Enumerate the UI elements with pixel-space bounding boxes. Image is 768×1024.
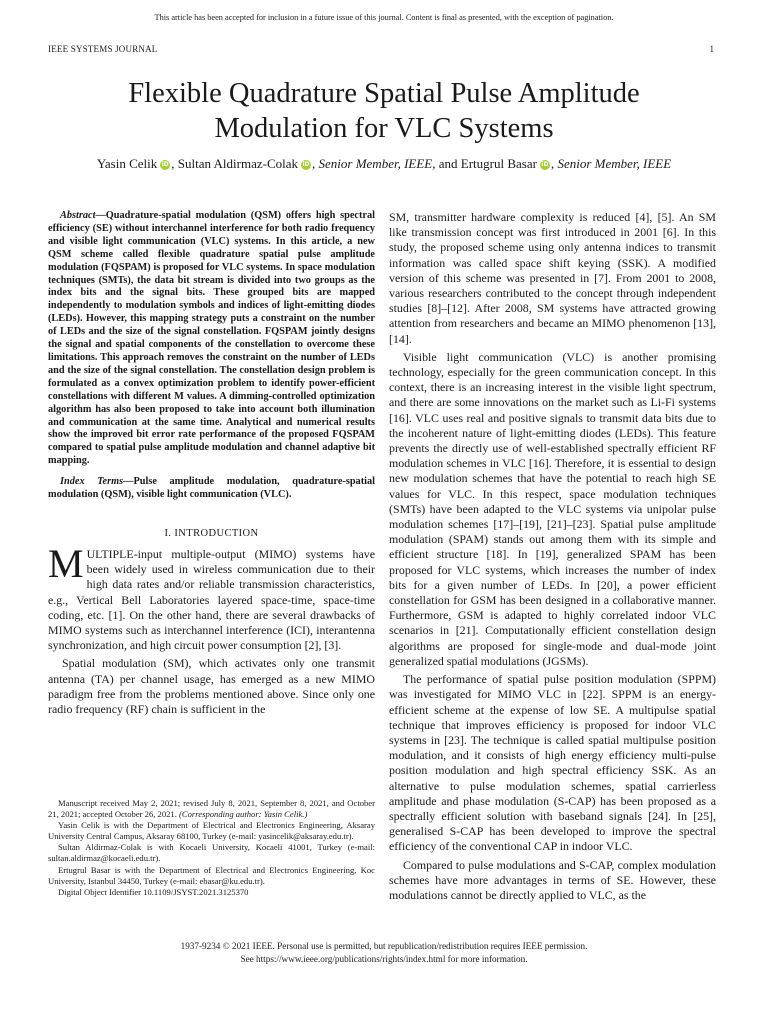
page-number: 1 (709, 44, 714, 54)
author-list (40, 155, 728, 173)
copyright-line: 1937-9234 © 2021 IEEE. Personal use is permitted, but republication/redistribution requires IEEE permission. (180, 941, 588, 951)
journal-name: IEEE SYSTEMS JOURNAL (48, 44, 158, 54)
author-2-role: , Senior Member, IEEE, (312, 156, 436, 171)
right-paragraph-4: Compared to pulse modulations and S-CAP, complex modulation schemes have more advantages in terms of SE. However, these modulations cannot be directly applied to VLC, as the (389, 857, 716, 902)
abstract-label: Abstract (60, 210, 96, 221)
footnotes (48, 798, 375, 898)
acceptance-notice: This article has been accepted for inclusion in a future issue of this journal. Content is final as presented, with the exception of pagination. (154, 13, 614, 22)
right-paragraph-1: SM, transmitter hardware complexity is reduced [4], [5]. An SM like transmission concept was first introduced in 2001 [6]. In this study, the proposed scheme using only antenna indices to transmit information was called space shift keying (SSK). A modified version of this scheme was presented in [7]. From 2001 to 2008, various researchers contributed to the concept through independent studies [8]–[12]. After 2008, SM systems have attracted growing attention from researchers and became an MIMO phenomenon [13], [14]. (389, 210, 716, 346)
section-heading-introduction: I. INTRODUCTION (164, 527, 259, 539)
author-1: Yasin Celik (96, 156, 158, 171)
left-column (48, 210, 375, 717)
author-2: , Sultan Aldirmaz-Colak (171, 156, 299, 171)
right-paragraph-2: Visible light communication (VLC) is another promising technology, especially for the green communication concept. In this context, there is an increasing interest in the visible light spectrum, and there are some innovations on the market such as Li-Fi systems [16]. VLC uses real and positive signals to transmit data bits due to the incoherent nature of light-emitting diodes (LEDs). This feature prevents the directly use of well-established spectrally efficient RF modulation schemes in VLC [16]. Therefore, it is essential to design new modulation schemes that have the potential to reach high SE values for VLC. In this respect, space modulation techniques (SMTs) have been adapted to the VLC systems via unipolar pulse modulation schemes [17]–[19], [21]–[23]. Spatial pulse amplitude modulation (SPAM) stands out among them with its simple and efficient structure [18]. In [19], generalized SPAM has been proposed for VLC systems, which increases the number of index bits for a given number of LEDs. In [20], a power efficient constellation for GSM has been designed in a collaborative manner. Furthermore, GSM is adapted to highly correlated indoor VLC scenarios in [21]. Computationally efficient constellation design algorithms are proposed for single-mode and dual-mode joint generalized spatial modulations (JGSMs). (389, 349, 716, 668)
index-terms (48, 476, 375, 502)
rights-link[interactable]: See https://www.ieee.org/publications/rights/index.html for more information. (240, 953, 528, 964)
orcid-icon[interactable]: iD (161, 161, 169, 168)
index-terms-label: Index Terms (60, 476, 124, 488)
footnote-author-1: Yasin Celik is with the Department of Electrical and Electronics Engineering, Aksaray University Central Campus, Aksaray 68100, Turkey (e-mail: yasincelik@aksaray.edu.tr). (48, 820, 375, 842)
title-line-2: Modulation for VLC Systems (214, 113, 554, 144)
intro-paragraph-1 (48, 540, 375, 653)
footnote-author-2: Sultan Aldirmaz-Colak is with Kocaeli University, Kocaeli 41001, Turkey (e-mail: sultan.aldirmaz@kocaeli.edu.tr). (48, 842, 375, 864)
footnote-received-text: Manuscript received May 2, 2021; revised July 8, 2021, September 8, 2021, and October 21, 2021; accepted October 26, 2021. (48, 798, 375, 820)
drop-cap: M (48, 540, 84, 586)
right-column (389, 210, 716, 903)
footnote-doi: Digital Object Identifier 10.1109/JSYST.2021.3125370 (58, 886, 249, 897)
orcid-icon[interactable]: iD (541, 161, 549, 168)
intro-paragraph-1-text: ULTIPLE-input multiple-output (MIMO) systems have been widely used in wireless communication due to their high data rates and/or reliable transmission characteristics, e.g., Vertical Bell Laboratories layered space-time, space-time coding, etc. [1]. On the other hand, there are several drawbacks of MIMO systems such as interchannel interference (ICI), interantenna synchronization, and high circuit power consumption [2], [3]. (48, 546, 375, 653)
orcid-icon[interactable]: iD (302, 161, 310, 168)
footnote-author-3: Ertugrul Basar is with the Department of Electrical and Electronics Engineering, Koc University, Istanbul 34450, Turkey (e-mail: ebasar@ku.edu.tr). (48, 864, 375, 886)
abstract (48, 210, 375, 468)
title-line-1: Flexible Quadrature Spatial Pulse Amplitude (128, 78, 640, 109)
footnote-received (48, 798, 375, 820)
author-3: and Ertugrul Basar (435, 156, 537, 171)
author-3-role: , Senior Member, IEEE (550, 156, 672, 171)
index-terms-text: —Pulse amplitude modulation, quadrature-spatial modulation (QSM), visible light communication (VLC). (48, 476, 375, 501)
copyright-footer (0, 940, 768, 965)
abstract-text: —Quadrature-spatial modulation (QSM) offers high spectral efficiency (SE) without interchannel interference for both radio frequency and visible light communication (VLC) systems. In this article, a new QSM scheme called flexible quadrature spatial pulse amplitude modulation (FQSPAM) is proposed for VLC systems. In space modulation techniques (SMTs), the data bit stream is divided into two groups as the index bits and the signal bits. These grouped bits are mapped independently to modulation symbols and indices of light-emitting diodes (LEDs). However, this mapping strategy puts a constraint on the number of LEDs and the size of the signal constellation. FQSPAM jointly designs the signal and spatial components of the constellation to overcome these limitations. This approach removes the constraint on the number of LEDs and the size of the signal constellation. The constellation design problem is formulated as a convex optimization problem to identify power-efficient constellations with different M values. A dimming-controlled optimization algorithm has also been proposed to take into account both illumination and communication at the same time. Analytical and numerical results show the improved bit error rate performance of the proposed FQSPAM compared to spatial pulse amplitude modulation and channel adaptive bit mapping. (48, 210, 375, 467)
intro-paragraph-2: Spatial modulation (SM), which activates only one transmit antenna (TA) per channel usage, has emerged as a new MIMO paradigm free from the problems mentioned above. Since only one radio frequency (RF) chain is sufficient in the (48, 656, 375, 716)
corresponding-author: (Corresponding author: Yasin Celik.) (176, 809, 308, 820)
right-paragraph-3: The performance of spatial pulse position modulation (SPPM) was investigated for MIMO VLC in [22]. SPPM is an energy-efficient scheme at the expense of low SE. A multipulse spatial technique that improves efficiency is proposed for indoor VLC systems in [23]. The technique is called spatial multipulse position modulation, and it consists of high energy efficiency multi-pulse position modulation and high spectral efficiency SSK. As an alternative to pulse modulation schemes, spatial carrierless amplitude and phase modulation (S-CAP) has been proposed as a spectrally efficient solution with baseband signals [24]. In [25], generalised S-CAP has been developed to improve the spectral efficiency of the conventional CAP in indoor VLC. (389, 672, 716, 854)
paper-title (40, 76, 728, 146)
